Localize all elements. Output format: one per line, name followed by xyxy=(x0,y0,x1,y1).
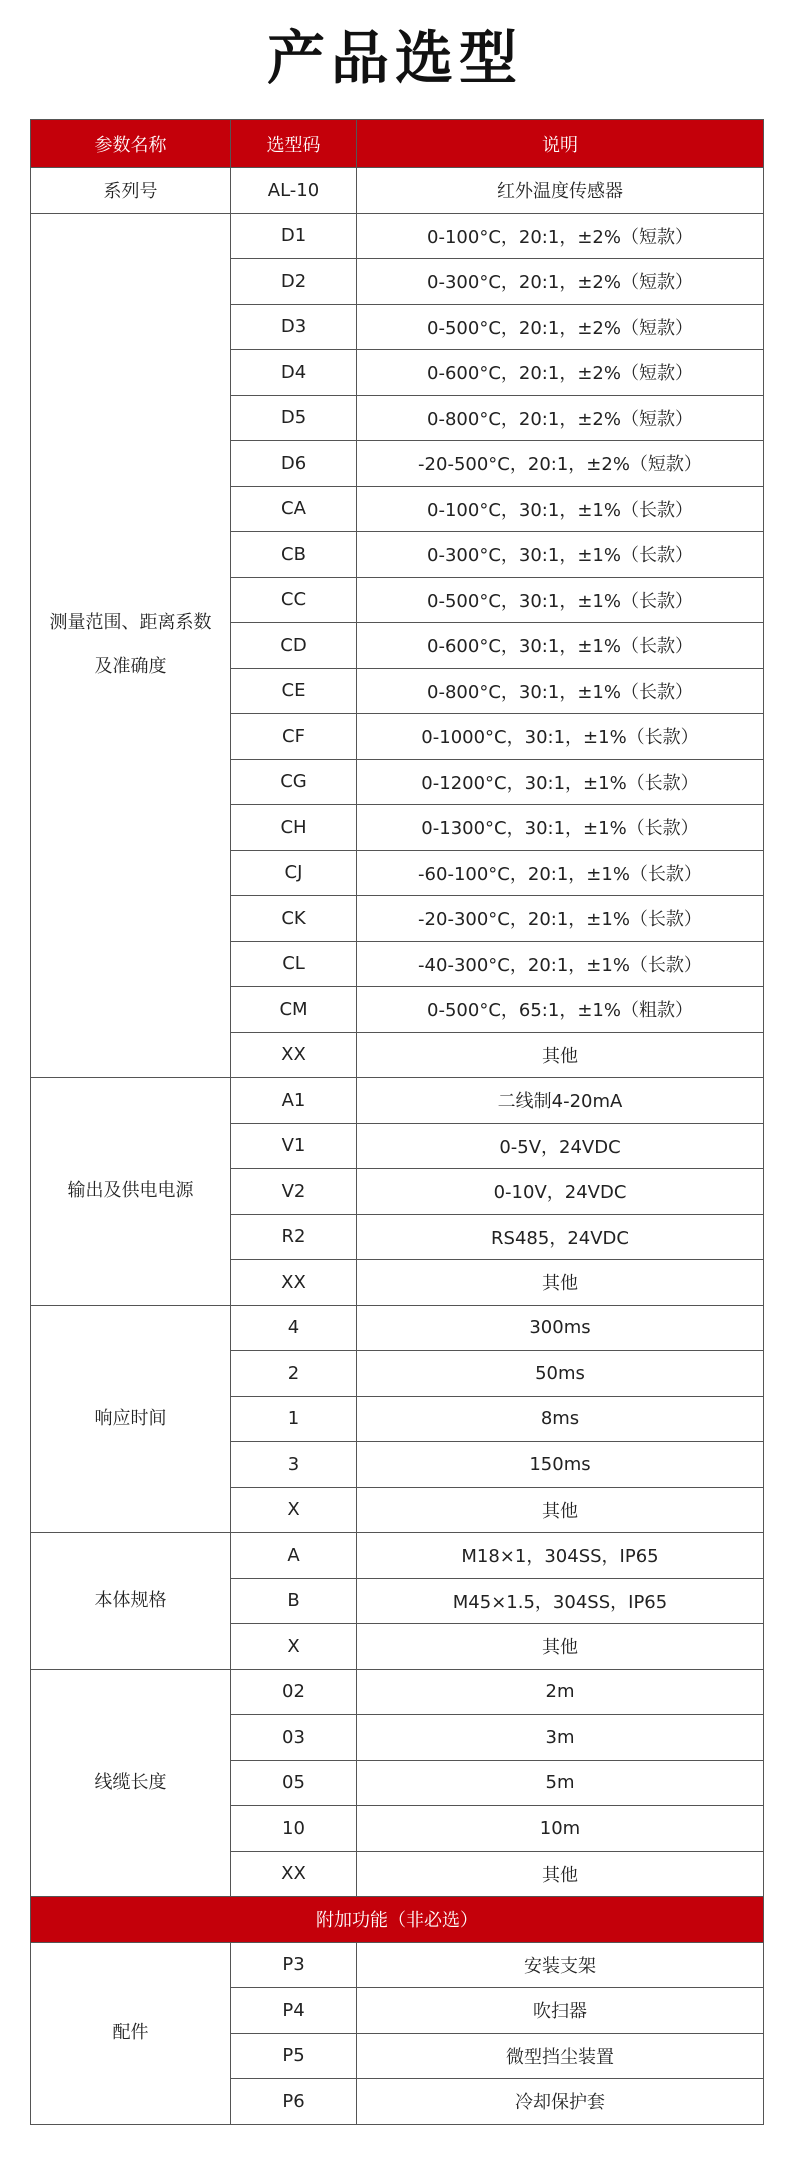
option-desc: 0-1000°C，30:1，±1%（长款） xyxy=(357,714,764,760)
option-code: CC xyxy=(231,577,357,623)
selection-table xyxy=(30,119,764,2125)
option-desc: 2m xyxy=(357,1669,764,1715)
series-label: 系列号 xyxy=(31,168,231,214)
option-code: CJ xyxy=(231,850,357,896)
option-desc: M45×1.5，304SS，IP65 xyxy=(357,1578,764,1624)
option-desc: 0-600°C，30:1，±1%（长款） xyxy=(357,623,764,669)
addon-section-title: 附加功能（非必选） xyxy=(31,1897,764,1943)
param-group-name-line: 及准确度 xyxy=(94,656,167,678)
option-desc: 冷却保护套 xyxy=(357,2079,764,2125)
option-code: XX xyxy=(231,1260,357,1306)
option-desc: 其他 xyxy=(357,1624,764,1670)
table-row xyxy=(31,1942,764,1988)
option-desc: 10m xyxy=(357,1806,764,1852)
param-group-name-line: 线缆长度 xyxy=(94,1771,167,1793)
option-desc: 0-800°C，20:1，±2%（短款） xyxy=(357,395,764,441)
option-code: X xyxy=(231,1487,357,1533)
option-desc: 0-100°C，30:1，±1%（长款） xyxy=(357,486,764,532)
header-code: 选型码 xyxy=(231,120,357,168)
option-desc: 0-500°C，20:1，±2%（短款） xyxy=(357,304,764,350)
option-code: D6 xyxy=(231,441,357,487)
option-code: XX xyxy=(231,1851,357,1897)
param-group-name xyxy=(31,1669,231,1897)
series-desc: 红外温度传感器 xyxy=(357,168,764,214)
option-code: CB xyxy=(231,532,357,578)
option-code: CA xyxy=(231,486,357,532)
option-code: CD xyxy=(231,623,357,669)
option-code: P6 xyxy=(231,2079,357,2125)
option-code: P4 xyxy=(231,1988,357,2034)
option-desc: 8ms xyxy=(357,1396,764,1442)
table-row xyxy=(31,168,764,214)
option-code: D2 xyxy=(231,259,357,305)
option-code: P3 xyxy=(231,1942,357,1988)
page-title: 产品选型 xyxy=(266,24,523,92)
option-code: R2 xyxy=(231,1214,357,1260)
param-group-name xyxy=(31,213,231,1078)
option-desc: 0-600°C，20:1，±2%（短款） xyxy=(357,350,764,396)
option-code: CH xyxy=(231,805,357,851)
option-code: D4 xyxy=(231,350,357,396)
option-desc: 0-1300°C，30:1，±1%（长款） xyxy=(357,805,764,851)
option-desc: 3m xyxy=(357,1715,764,1761)
option-desc: 吹扫器 xyxy=(357,1988,764,2034)
option-code: D5 xyxy=(231,395,357,441)
param-group-name-line: 测量范围、距离系数 xyxy=(49,612,212,634)
table-header-row xyxy=(31,120,764,168)
param-group-name-line: 配件 xyxy=(112,2022,149,2043)
table-row xyxy=(31,213,764,259)
option-desc: 0-10V，24VDC xyxy=(357,1169,764,1215)
option-desc: 150ms xyxy=(357,1442,764,1488)
table-row xyxy=(31,1305,764,1351)
param-group-name xyxy=(31,1078,231,1306)
table-row xyxy=(31,1078,764,1124)
option-code: 10 xyxy=(231,1806,357,1852)
option-code: XX xyxy=(231,1032,357,1078)
table-row xyxy=(31,1533,764,1579)
option-desc: RS485，24VDC xyxy=(357,1214,764,1260)
option-desc: -40-300°C，20:1，±1%（长款） xyxy=(357,941,764,987)
option-desc: 0-100°C，20:1，±2%（短款） xyxy=(357,213,764,259)
option-desc: -20-300°C，20:1，±1%（长款） xyxy=(357,896,764,942)
option-desc: 5m xyxy=(357,1760,764,1806)
option-code: P5 xyxy=(231,2033,357,2079)
option-code: 4 xyxy=(231,1305,357,1351)
option-code: 2 xyxy=(231,1351,357,1397)
option-code: 05 xyxy=(231,1760,357,1806)
option-code: 03 xyxy=(231,1715,357,1761)
option-desc: 安装支架 xyxy=(357,1942,764,1988)
option-desc: 0-300°C，30:1，±1%（长款） xyxy=(357,532,764,578)
option-code: V2 xyxy=(231,1169,357,1215)
option-desc: 0-500°C，30:1，±1%（长款） xyxy=(357,577,764,623)
option-code: 3 xyxy=(231,1442,357,1488)
option-code: D3 xyxy=(231,304,357,350)
param-group-name xyxy=(31,1533,231,1670)
table-row xyxy=(31,1669,764,1715)
addon-section-row xyxy=(31,1897,764,1943)
option-desc: -20-500°C，20:1，±2%（短款） xyxy=(357,441,764,487)
param-group-name-line: 本体规格 xyxy=(94,1589,167,1611)
option-desc: 二线制4-20mA xyxy=(357,1078,764,1124)
param-group-name-line: 响应时间 xyxy=(94,1407,167,1429)
option-desc: 其他 xyxy=(357,1487,764,1533)
param-group-name xyxy=(31,1942,231,2124)
option-code: A xyxy=(231,1533,357,1579)
param-group-name xyxy=(31,1305,231,1533)
option-desc: 50ms xyxy=(357,1351,764,1397)
option-code: CG xyxy=(231,759,357,805)
option-code: D1 xyxy=(231,213,357,259)
param-group-name-line: 输出及供电电源 xyxy=(67,1180,194,1202)
option-desc: 其他 xyxy=(357,1260,764,1306)
option-desc: 其他 xyxy=(357,1851,764,1897)
series-code: AL-10 xyxy=(231,168,357,214)
option-desc: 微型挡尘装置 xyxy=(357,2033,764,2079)
option-desc: 0-300°C，20:1，±2%（短款） xyxy=(357,259,764,305)
option-code: 1 xyxy=(231,1396,357,1442)
option-desc: 0-800°C，30:1，±1%（长款） xyxy=(357,668,764,714)
header-param: 参数名称 xyxy=(31,120,231,168)
option-code: B xyxy=(231,1578,357,1624)
option-code: CL xyxy=(231,941,357,987)
option-desc: -60-100°C，20:1，±1%（长款） xyxy=(357,850,764,896)
option-desc: 其他 xyxy=(357,1032,764,1078)
option-desc: 0-500°C，65:1，±1%（粗款） xyxy=(357,987,764,1033)
option-desc: 300ms xyxy=(357,1305,764,1351)
option-desc: 0-5V，24VDC xyxy=(357,1123,764,1169)
option-code: V1 xyxy=(231,1123,357,1169)
option-code: CF xyxy=(231,714,357,760)
option-code: 02 xyxy=(231,1669,357,1715)
option-code: CM xyxy=(231,987,357,1033)
option-code: CE xyxy=(231,668,357,714)
option-desc: M18×1，304SS，IP65 xyxy=(357,1533,764,1579)
option-desc: 0-1200°C，30:1，±1%（长款） xyxy=(357,759,764,805)
option-code: X xyxy=(231,1624,357,1670)
option-code: CK xyxy=(231,896,357,942)
header-desc: 说明 xyxy=(357,120,764,168)
table-body xyxy=(31,168,764,2125)
option-code: A1 xyxy=(231,1078,357,1124)
